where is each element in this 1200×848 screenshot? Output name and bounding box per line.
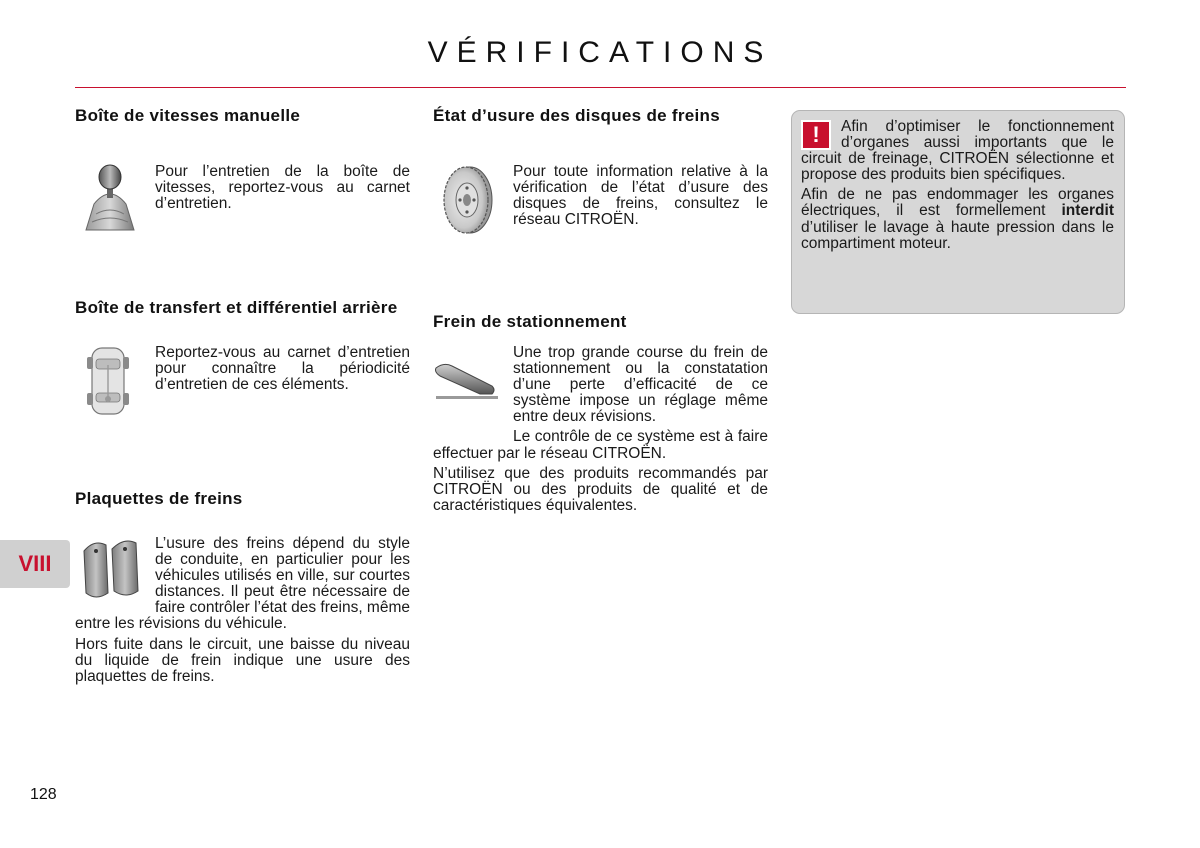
parking-brake-paragraph-1: Une trop grande course du frein de stationnement ou la constatation d’une perte d’efficacité de ce système impose un réglage même entre deux révisions.	[513, 344, 768, 426]
vehicle-topview-icon	[86, 345, 130, 417]
title-divider	[75, 87, 1126, 88]
transfer-paragraph: Reportez-vous au carnet d’entretien pour connaître la périodicité d’entretien de ces éléments.	[155, 344, 410, 394]
warning-paragraph-1: Afin d’optimiser le fonctionnement d’organes aussi importants que le circuit de freinage, CITROËN sélectionne et propose des produits bien spécifiques.	[801, 118, 1114, 184]
parking-brake-paragraph-3: N’utilisez que des produits recommandés par CITROËN ou des produits de qualité et de caractéristiques équivalentes.	[433, 464, 768, 514]
brake-disc-icon	[440, 164, 496, 236]
warning-icon: !	[801, 120, 831, 150]
warning-text	[801, 119, 1114, 252]
brake-discs-text	[513, 164, 768, 228]
page-number: 128	[30, 786, 57, 803]
brake-pads-paragraph-2: Hors fuite dans le circuit, une baisse du niveau du liquide de frein indique une usure des plaquettes de freins.	[75, 635, 410, 685]
warning-p2-bold: interdit	[1061, 202, 1114, 220]
gearbox-paragraph: Pour l’entretien de la boîte de vitesses, reportez-vous au carnet d’entretien.	[155, 163, 410, 213]
warning-p2-start: Afin de ne pas endommager les organes électriques, il est formellement	[801, 186, 1114, 220]
gear-lever-icon	[82, 164, 138, 232]
parking-brake-paragraph-2: Le contrôle de ce système est à faire effectuer par le réseau CITROËN.	[433, 428, 768, 462]
transfer-text	[155, 345, 410, 393]
heading-parking-brake: Frein de stationnement	[433, 312, 627, 331]
parking-brake-text	[433, 345, 768, 514]
heading-manual-gearbox: Boîte de vitesses manuelle	[75, 106, 301, 125]
warning-paragraph-2	[801, 187, 1114, 251]
page-title: VÉRIFICATIONS	[427, 36, 773, 69]
heading-transfer-box: Boîte de transfert et différentiel arrière	[75, 298, 398, 317]
brake-pads-paragraph-1: L’usure des freins dépend du style de conduite, en particulier pour les véhicules utilisés en ville, sur courtes distances. Il peut être nécessaire de faire contrôler l’état des freins, même entre les révisions du véhicule.	[75, 535, 410, 633]
chapter-label: VIII	[18, 551, 52, 576]
chapter-tab	[0, 540, 70, 588]
heading-brake-pads: Plaquettes de freins	[75, 489, 243, 508]
gearbox-text	[155, 164, 410, 212]
warning-p2-end: d’utiliser le lavage à haute pression dans le compartiment moteur.	[801, 218, 1114, 252]
heading-brake-discs: État d’usure des disques de freins	[433, 106, 720, 125]
brake-discs-paragraph: Pour toute information relative à la vérification de l’état d’usure des disques de freins, consultez le réseau CITROËN.	[513, 163, 768, 229]
brake-pads-text	[75, 536, 410, 685]
